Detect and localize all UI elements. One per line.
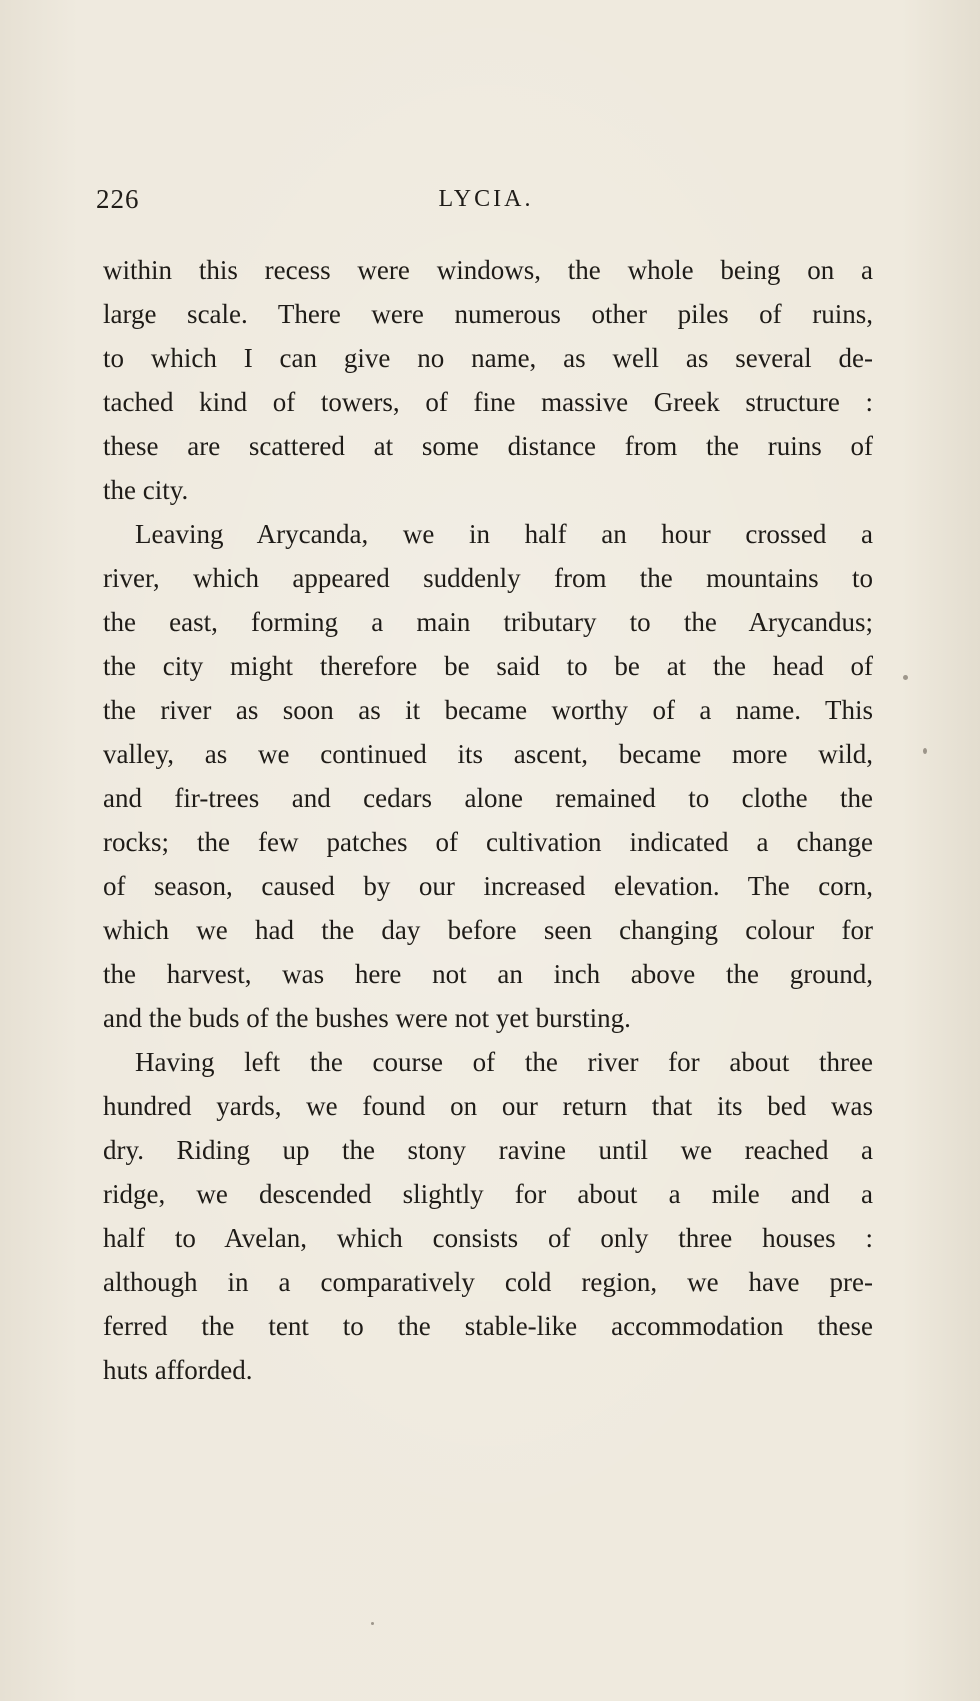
body-text — [103, 248, 873, 1392]
text-line: valley, as we continued its ascent, became more wild, — [103, 739, 873, 769]
text-line: large scale. There were numerous other piles of ruins, — [103, 299, 873, 329]
text-line: Having left the course of the river for about three — [135, 1047, 873, 1077]
text-line: within this recess were windows, the whole being on a — [103, 255, 873, 285]
running-title: LYCIA. — [438, 186, 534, 212]
text-line: to which I can give no name, as well as several de- — [103, 343, 873, 373]
page-number: 226 — [96, 184, 140, 214]
text-line: and the buds of the bushes were not yet bursting. — [103, 1003, 631, 1033]
text-line: river, which appeared suddenly from the mountains to — [103, 563, 873, 593]
text-line: although in a comparatively cold region, we have pre- — [103, 1267, 873, 1297]
text-line: hundred yards, we found on our return that its bed was — [103, 1091, 873, 1121]
paper-speck — [371, 1622, 374, 1625]
text-line: tached kind of towers, of fine massive Greek structure : — [103, 387, 873, 417]
text-line: the river as soon as it became worthy of a name. This — [103, 695, 873, 725]
paper-speck — [903, 675, 908, 680]
text-line: rocks; the few patches of cultivation indicated a change — [103, 827, 873, 857]
text-line: dry. Riding up the stony ravine until we reached a — [103, 1135, 873, 1165]
text-line: and fir-trees and cedars alone remained to clothe the — [103, 783, 873, 813]
text-line: which we had the day before seen changing colour for — [103, 915, 873, 945]
text-line: the city might therefore be said to be at the head of — [103, 651, 873, 681]
text-line: huts afforded. — [103, 1355, 253, 1385]
text-line: half to Avelan, which consists of only three houses : — [103, 1223, 873, 1253]
text-line: the east, forming a main tributary to the Arycandus; — [103, 607, 873, 637]
paper-speck — [923, 748, 927, 754]
text-line: of season, caused by our increased elevation. The corn, — [103, 871, 873, 901]
text-line: the city. — [103, 475, 189, 505]
text-line: ridge, we descended slightly for about a mile and a — [103, 1179, 873, 1209]
text-line: the harvest, was here not an inch above the ground, — [103, 959, 873, 989]
text-line: these are scattered at some distance from the ruins of — [103, 431, 873, 461]
text-line: Leaving Arycanda, we in half an hour crossed a — [135, 519, 873, 549]
page-header — [96, 184, 876, 224]
text-line: ferred the tent to the stable-like accommodation these — [103, 1311, 873, 1341]
